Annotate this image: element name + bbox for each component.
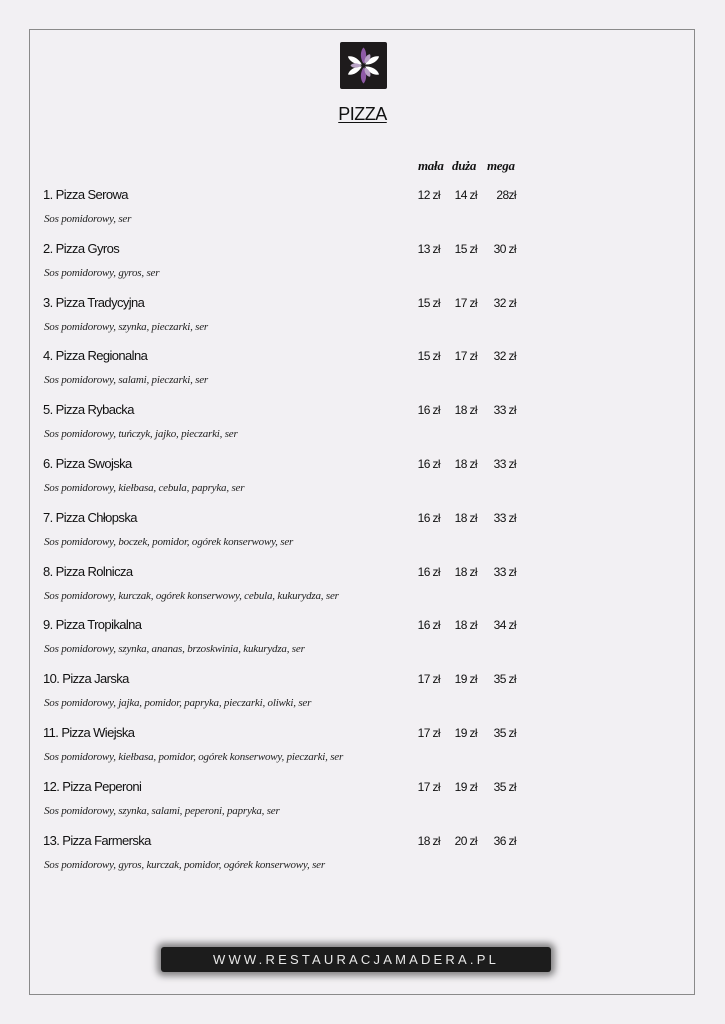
menu-item-price-small: 16 zł: [417, 565, 440, 579]
menu-item-description: Sos pomidorowy, boczek, pomidor, ogórek konserwowy, ser: [44, 536, 294, 548]
menu-item-price-mega: 28zł: [496, 188, 516, 202]
menu-item-price-small: 13 zł: [417, 242, 440, 256]
menu-item-price-mega: 34 zł: [493, 618, 516, 632]
menu-item-price-small: 16 zł: [417, 618, 440, 632]
restaurant-logo: [340, 42, 387, 89]
menu-item-price-mega: 33 zł: [493, 403, 516, 417]
menu-item-price-mega: 30 zł: [493, 242, 516, 256]
menu-item-price-mega: 33 zł: [493, 511, 516, 525]
menu-item-price-large: 17 zł: [454, 296, 477, 310]
menu-item-price-small: 16 zł: [417, 511, 440, 525]
menu-item-name: 10. Pizza Jarska: [43, 671, 129, 686]
menu-item-price-mega: 32 zł: [493, 349, 516, 363]
menu-item-description: Sos pomidorowy, gyros, ser: [44, 267, 160, 279]
menu-item-price-large: 18 zł: [454, 457, 477, 471]
menu-item-price-large: 18 zł: [454, 618, 477, 632]
menu-item-description: Sos pomidorowy, szynka, pieczarki, ser: [44, 321, 209, 333]
menu-item-price-small: 16 zł: [417, 403, 440, 417]
menu-item-price-small: 15 zł: [417, 296, 440, 310]
menu-item-price-small: 17 zł: [417, 672, 440, 686]
menu-item-price-large: 17 zł: [454, 349, 477, 363]
column-header-mega: mega: [487, 158, 515, 173]
menu-item-price-small: 16 zł: [417, 457, 440, 471]
menu-item-price-large: 18 zł: [454, 565, 477, 579]
menu-item-name: 11. Pizza Wiejska: [43, 725, 135, 740]
menu-item-price-mega: 36 zł: [493, 834, 516, 848]
menu-item-price-small: 15 zł: [417, 349, 440, 363]
menu-item-description: Sos pomidorowy, tuńczyk, jajko, pieczarki, ser: [44, 428, 238, 440]
menu-item-description: Sos pomidorowy, kiełbasa, cebula, papryka, ser: [44, 482, 245, 494]
menu-item-price-large: 18 zł: [454, 403, 477, 417]
menu-item-name: 1. Pizza Serowa: [43, 187, 128, 202]
menu-item-name: 4. Pizza Regionalna: [43, 348, 148, 363]
menu-item-price-large: 18 zł: [454, 511, 477, 525]
menu-item-description: Sos pomidorowy, szynka, salami, peperoni, papryka, ser: [44, 805, 280, 817]
menu-item-description: Sos pomidorowy, ser: [44, 213, 132, 225]
menu-item-description: Sos pomidorowy, jajka, pomidor, papryka, pieczarki, oliwki, ser: [44, 697, 312, 709]
menu-item-name: 5. Pizza Rybacka: [43, 402, 134, 417]
menu-item-name: 7. Pizza Chłopska: [43, 510, 137, 525]
flower-logo-icon: [340, 42, 387, 89]
menu-item-price-large: 20 zł: [454, 834, 477, 848]
menu-item-name: 13. Pizza Farmerska: [43, 833, 151, 848]
menu-item-price-small: 12 zł: [417, 188, 440, 202]
footer-banner: [161, 947, 551, 972]
page-title: PIZZA: [338, 104, 387, 124]
menu-item-price-large: 19 zł: [454, 780, 477, 794]
menu-item-description: Sos pomidorowy, salami, pieczarki, ser: [44, 374, 209, 386]
menu-item-price-mega: 35 zł: [493, 780, 516, 794]
menu-item-price-large: 19 zł: [454, 726, 477, 740]
menu-item-price-small: 17 zł: [417, 726, 440, 740]
menu-item-price-mega: 35 zł: [493, 726, 516, 740]
menu-item-price-small: 18 zł: [417, 834, 440, 848]
menu-item-name: 12. Pizza Peperoni: [43, 779, 142, 794]
menu-item-name: 8. Pizza Rolnicza: [43, 564, 133, 579]
menu-item-description: Sos pomidorowy, kurczak, ogórek konserwowy, cebula, kukurydza, ser: [44, 590, 339, 602]
column-header-large: duża: [452, 158, 477, 173]
menu-item-price-mega: 33 zł: [493, 457, 516, 471]
menu-item-name: 9. Pizza Tropikalna: [43, 617, 142, 632]
website-url: WWW.RESTAURACJAMADERA.PL: [212, 952, 500, 967]
menu-item-price-large: 15 zł: [454, 242, 477, 256]
menu-item-price-large: 19 zł: [454, 672, 477, 686]
menu-item-name: 6. Pizza Swojska: [43, 456, 132, 471]
menu-item-name: 3. Pizza Tradycyjna: [43, 295, 145, 310]
menu-item-price-mega: 35 zł: [493, 672, 516, 686]
menu-item-price-mega: 33 zł: [493, 565, 516, 579]
menu-item-description: Sos pomidorowy, szynka, ananas, brzoskwinia, kukurydza, ser: [44, 643, 305, 655]
column-header-small: mała: [418, 158, 444, 173]
menu-item-name: 2. Pizza Gyros: [43, 241, 120, 256]
menu-item-description: Sos pomidorowy, kiełbasa, pomidor, ogórek konserwowy, pieczarki, ser: [44, 751, 344, 763]
menu-item-price-mega: 32 zł: [493, 296, 516, 310]
menu-item-price-small: 17 zł: [417, 780, 440, 794]
menu-item-price-large: 14 zł: [454, 188, 477, 202]
menu-item-description: Sos pomidorowy, gyros, kurczak, pomidor, ogórek konserwowy, ser: [44, 859, 325, 871]
